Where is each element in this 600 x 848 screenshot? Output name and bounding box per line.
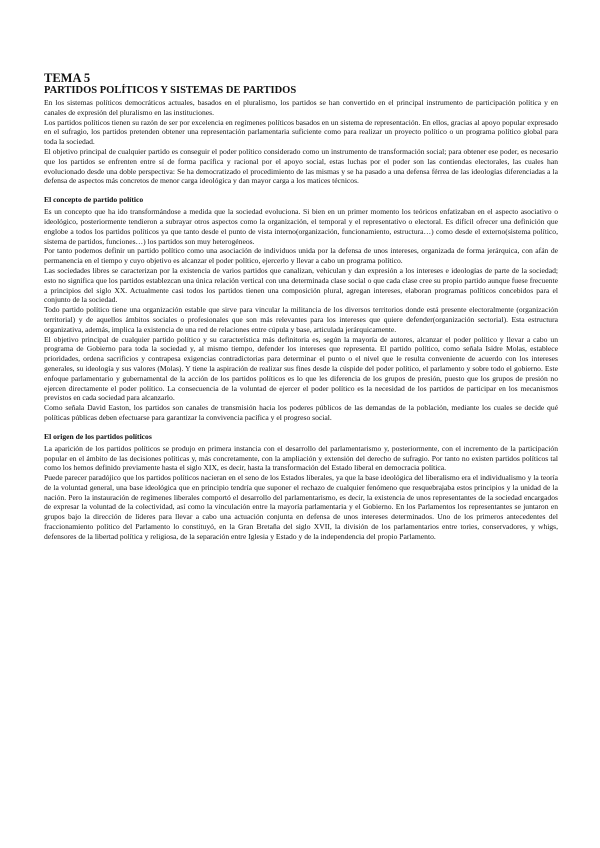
paragraph: Por tanto podemos definir un partido político como una asociación de individuos unida por la defensa de unos intereses, organizada de forma jerárquica, con afán de permanencia en el tiempo y cuyo objetivo es alcanzar el poder político, ejercerlo y llevar a cabo un programa político. [44,246,558,266]
paragraph: Las sociedades libres se caracterizan por la existencia de varios partidos que canalizan, vehiculan y dan expresión a los intereses e ideologías de parte de la sociedad; esto no significa que los partidos establezcan una única relación vertical con una determinada clase social o que cada clase cree su propio partido aunque fuese frecuente a principios del siglo XX. Actualmente casi todos los partidos tienen una composición plural, agregan intereses, elaboran programas políticos concebidos para el conjunto de la sociedad. [44,265,558,305]
paragraph: Puede parecer paradójico que los partidos políticos nacieran en el seno de los Estados liberales, ya que la base ideológica del liberalismo era el individualismo y la teoría de la voluntad general, una base ideológica que en principio tendría que suponer el rechazo de cualquier fenómeno que resquebrajaba estos principios y la unidad de la nación. Pero la instauración de regímenes liberales comportó el desarrollo del parlamentarismo, es decir, la existencia de unos representantes de la sociedad encargados de expresar la voluntad de la colectividad, así como la vinculación entre la mayoría parlamentaria y el Gobierno. En los Parlamentos los representantes se juntaron en grupos bajo la dirección de líderes para llevar a cabo una actuación conjunta en defensa de unos intereses determinados. Uno de los primeros antecedentes del fraccionamiento político del Parlamento lo constituyó, en la Gran Bretaña del siglo XVII, la división de los parlamentarios entre tories, conservadores, y whigs, defensores de la libertad política y religiosa, de la separación entre Iglesia y Estado y de la independencia del propio Parlamento. [44,473,558,541]
paragraph: En los sistemas políticos democráticos actuales, basados en el pluralismo, los partidos se han convertido en el principal instrumento de participación política y en canales de expresión del pluralismo en las instituciones. [44,98,558,117]
section-title: El origen de los partidos políticos [44,431,152,441]
paragraph: Los partidos políticos tienen su razón de ser por excelencia en regímenes políticos basados en un sistema de representación. En ellos, gracias al apoyo popular expresado en el sufragio, los partidos pretenden obtener una representación parlamentaria suficiente como para realizar un proyecto político o un programa político global para toda la sociedad. [44,117,558,147]
intro-section [44,98,558,186]
section-title: El concepto de partido político [44,195,144,205]
paragraph: Todo partido político tiene una organización estable que sirve para vincular la militancia de los diversos territorios donde está presente electoralmente (organización territorial) y de aquellos ámbitos sociales o profesionales que son más relevantes para los intereses que quiere defender(organización sectorial). Esta estructura organizativa, además, implica la existencia de una red de relaciones entre cúpula y base, articulada jerárquicamente. [44,305,558,334]
paragraph: La aparición de los partidos políticos se produjo en primera instancia con el desarrollo del parlamentarismo y, posteriormente, con el incremento de la participación popular en el ámbito de las decisiones políticas y, más concretamente, con la ampliación y extensión del derecho de sufragio. Por tanto no existen partidos políticos tal como los hemos definido previamente hasta el siglo XIX, es decir, hasta la transformación del Estado liberal en democracia política. [44,443,558,473]
chapter-subtitle: PARTIDOS POLÍTICOS Y SISTEMAS DE PARTIDOS [44,85,297,96]
chapter-heading: TEMA 5 [44,71,91,85]
section-concepto [44,195,558,423]
paragraph: Es un concepto que ha ido transformándose a medida que la sociedad evoluciona. Si bien en un primer momento los teóricos enfatizaban en el aspecto asociativo o ideológico, posteriormente tendieron a subrayar otros aspectos como la organización, el temporal y el representativo o electoral. Es difícil ofrecer una definición que englobe a todos los partidos políticos ya que tanto desde el punto de vista interno(organización, funcionamiento, estructura…) como desde el externo(sistema político, sistema de partidos, funciones…) los partidos son muy heterogéneos. [44,207,558,246]
paragraph: Como señala David Easton, los partidos son canales de transmisión hacia los poderes públicos de las demandas de la población, mediante los cuales se decide qué políticas públicas deben efectuarse para garantizar la convivencia pacífica y el progreso social. [44,403,558,422]
paragraph: El objetivo principal de cualquier partido es conseguir el poder político considerado como un instrumento de transformación social; para obtener ese poder, es necesario que los partidos se enfrenten entre sí de forma pacífica y racional por el apoyo social, estas luchas por el poder son las contiendas electorales, las cuales han evolucionado desde una doble perspectiva: Se ha democratizado el procedimiento de las mismas y se ha pasado a una defensa férrea de las ideologías diferenciadas a la defensa de aspectos más concretos de menor carga ideológica y dan mayor carga a los matices técnicos. [44,146,558,186]
paragraph: El objetivo principal de cualquier partido político y su característica más definitoria es, según la mayoría de autores, alcanzar el poder político y llevar a cabo un programa de Gobierno para toda la sociedad y, al mismo tiempo, defender los intereses que representa. El partido político, como señala Isidre Molas, establece prioridades, ordena sacrificios y contrapesa exigencias contradictorias para determinar el punto o el nivel que le resulta conveniente de acuerdo con los intereses generales, su ideología y sus valores (Molas). Y tiene la aspiración de realizar sus fines desde la cúspide del poder político, el parlamento y sobre todo el gobierno. Este enfoque parlamentario y gubernamental de la acción de los partidos políticos es lo que les diferencia de los grupos de presión, puesto que los grupos de presión no ejercen directamente el poder político. La consecuencia de la voluntad de ejercer el poder político es la necesidad de los partidos de participar en los mecanismos previstos en cada sociedad para alcanzarlo. [44,334,558,403]
document-page [44,72,558,542]
section-origen [44,432,558,542]
